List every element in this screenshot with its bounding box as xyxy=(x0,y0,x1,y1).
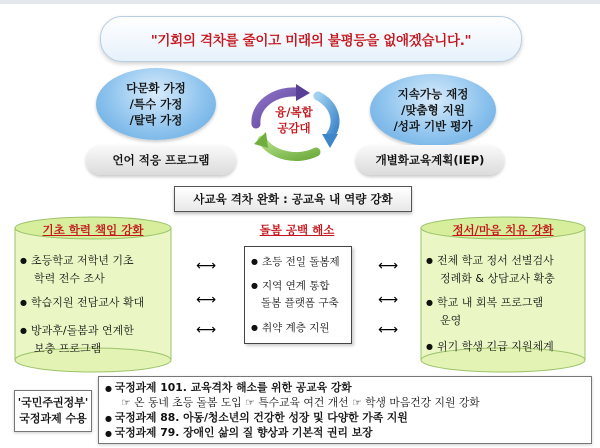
badge-line-2: 국정과제 수용 xyxy=(19,412,87,425)
left-column-title-text: 기초 학력 책임 강화 xyxy=(42,223,144,237)
right-item-2-text: 학교 내 회복 프로그램 xyxy=(436,296,544,309)
task-line-4: ● 국정과제 79. 장애인 삶의 질 향상과 기본적 권리 보장 xyxy=(105,426,373,439)
left-item-1b-text: 학력 전수 조사 xyxy=(34,272,105,285)
right-item-3-text: 위기 학생 긴급 지원체계 xyxy=(436,340,554,353)
left-item-3b-text: 보충 프로그램 xyxy=(34,342,102,355)
badge-line-1: '국민주권정부' xyxy=(17,396,89,409)
task-line-1-text: 국정과제 101. 교육격차 해소를 위한 공교육 강화 xyxy=(114,381,352,394)
left-column-title xyxy=(14,222,172,238)
left-target-text: 다문화 가정 /특수 가정 /탈락 가정 xyxy=(126,81,186,127)
right-item-1b-text: 정례화 & 상담교사 확충 xyxy=(440,272,555,285)
double-arrow-icon: ⟷ xyxy=(378,292,399,308)
middle-item-2: ● 지역 연계 통합 xyxy=(251,280,330,292)
language-program-label: 언어 적응 프로그램 xyxy=(112,153,210,167)
right-column-title xyxy=(420,222,586,238)
left-item-1: ● 초등학교 저학년 기초 xyxy=(20,254,134,267)
task-line-4-text: 국정과제 79. 장애인 삶의 질 향상과 기본적 권리 보장 xyxy=(114,426,373,439)
middle-item-1: ● 초등 전일 돌봄제 xyxy=(251,256,340,268)
national-task-badge xyxy=(14,390,92,432)
left-target-circle xyxy=(96,68,216,140)
vision-text: "기회의 격차를 줄이고 미래의 불평등을 없애겠습니다." xyxy=(150,33,472,49)
right-item-1-text: 전체 학교 정서 선별검사 xyxy=(436,254,554,267)
strategy-banner xyxy=(174,186,412,212)
left-item-2: ● 학습지원 전담교사 확대 xyxy=(20,296,145,309)
double-arrow-icon: ⟷ xyxy=(196,322,217,338)
middle-item-3-text: 취약 계층 지원 xyxy=(261,322,330,334)
right-item-2b-text: 운영 xyxy=(440,314,462,327)
double-arrow-icon: ⟷ xyxy=(378,322,399,338)
strategy-banner-text: 사교육 격차 완화 : 공교육 내 역량 강화 xyxy=(193,192,393,206)
right-item-3: ● 위기 학생 긴급 지원체계 xyxy=(426,340,554,353)
double-arrow-icon: ⟷ xyxy=(196,292,217,308)
iep-label: 개별화교육계획(IEP) xyxy=(375,153,485,167)
vision-banner xyxy=(100,16,522,62)
left-item-2-text: 학습지원 전담교사 확대 xyxy=(30,296,145,309)
middle-item-1-text: 초등 전일 돌봄제 xyxy=(261,256,340,268)
task-line-2-text: ☞ 온 동네 초등 돌봄 도입 ☞ 특수교육 여건 개선 ☞ 학생 마음건강 지원 강화 xyxy=(121,396,480,409)
left-item-1b xyxy=(34,270,105,287)
top-edge xyxy=(0,0,600,4)
left-item-1-text: 초등학교 저학년 기초 xyxy=(30,254,134,267)
left-item-3b xyxy=(34,340,101,357)
middle-column-title xyxy=(244,222,350,238)
middle-item-2b-text: 돌봄 플랫폼 구축 xyxy=(261,297,339,309)
middle-column-box xyxy=(244,246,352,344)
national-tasks-box xyxy=(98,376,592,444)
center-cycle-label: 융/복합 공감대 xyxy=(275,105,313,135)
right-target-circle xyxy=(370,74,496,146)
task-line-3: ● 국정과제 88. 아동/청소년의 건강한 성장 및 다양한 가족 지원 xyxy=(105,411,408,424)
left-item-3: ● 방과후/돌봄과 연계한 xyxy=(20,324,134,337)
right-item-1b xyxy=(440,270,555,287)
right-item-2b xyxy=(440,312,461,329)
task-line-3-text: 국정과제 88. 아동/청소년의 건강한 성장 및 다양한 가족 지원 xyxy=(114,411,408,424)
double-arrow-icon: ⟷ xyxy=(196,258,217,274)
iep-pill xyxy=(356,145,504,175)
middle-item-3: ● 취약 계층 지원 xyxy=(251,322,330,334)
middle-item-2-text: 지역 연계 통합 xyxy=(261,280,330,292)
middle-column-title-text: 돌봄 공백 해소 xyxy=(259,223,335,237)
middle-item-2b xyxy=(261,295,339,312)
right-item-2: ● 학교 내 회복 프로그램 xyxy=(426,296,544,309)
task-line-1: ● 국정과제 101. 교육격차 해소를 위한 공교육 강화 xyxy=(105,381,352,394)
double-arrow-icon: ⟷ xyxy=(378,258,399,274)
left-item-3-text: 방과후/돌봄과 연계한 xyxy=(30,324,134,337)
right-target-text: 지속가능 재정 /맞춤형 지원 /성과 기반 평가 xyxy=(393,87,473,133)
language-program-pill xyxy=(86,145,236,175)
right-column-title-text: 정서/마음 치유 강화 xyxy=(452,223,554,237)
task-line-2 xyxy=(121,395,480,410)
right-item-1: ● 전체 학교 정서 선별검사 xyxy=(426,254,554,267)
